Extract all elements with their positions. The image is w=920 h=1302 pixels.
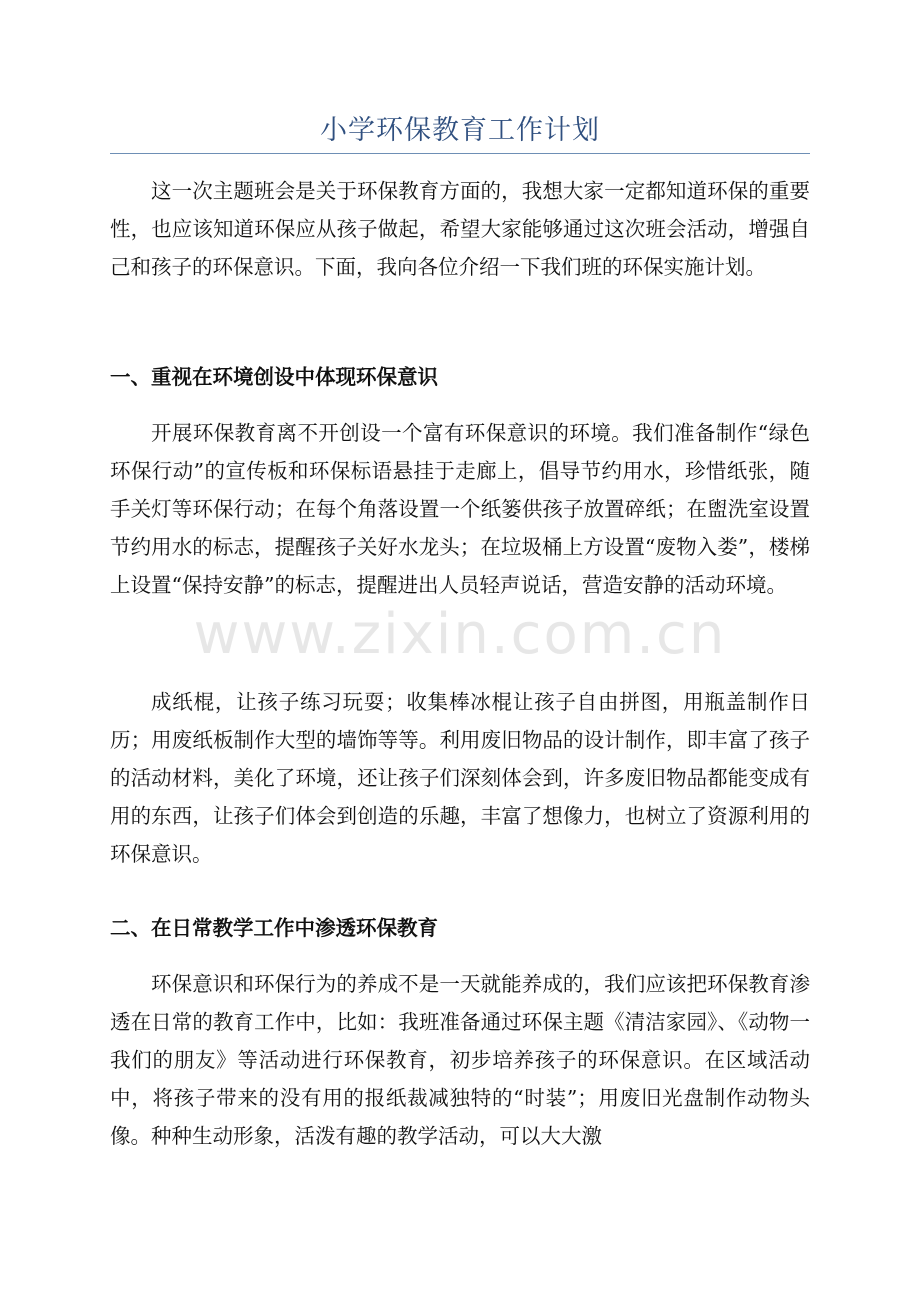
paragraph-section-1: 开展环保教育离不开创设一个富有环保意识的环境。我们准备制作“绿色环保行动”的宣传板和环保标语悬挂于走廊上，倡导节约用水，珍惜纸张，随手关灯等环保行动；在每个角落设置一个纸篓供孩子放置碎纸；在盥洗室设置节约用水的标志，提醒孩子关好水龙头；在垃圾桶上方设置“废物入娄”，楼梯上设置“保持安静”的标志，提醒进出人员轻声说话，营造安静的活动环境。 bbox=[110, 421, 810, 597]
site-watermark: www.zixin.com.cn bbox=[193, 602, 727, 667]
paragraph-section-1-continued: 成纸棍，让孩子练习玩耍；收集棒冰棍让孩子自由拼图，用瓶盖制作日历；用废纸板制作大型的墙饰等等。利用废旧物品的设计制作，即丰富了孩子的活动材料，美化了环境，还让孩子们深刻体会到，许多废旧物品都能变成有用的东西，让孩子们体会到创造的乐趣，丰富了想像力，也树立了资源利用的环保意识。 bbox=[110, 690, 810, 866]
document-title: 小学环保教育工作计划 bbox=[320, 115, 600, 146]
paragraph-section-2: 环保意识和环保行为的养成不是一天就能养成的，我们应该把环保教育渗透在日常的教育工作中，比如：我班准备通过环保主题《清洁家园》、《动物一我们的朋友》等活动进行环保教育，初步培养孩子的环保意识。在区域活动中，将孩子带来的没有用的报纸裁减独特的“时装”；用废旧光盘制作动物头像。种种生动形象，活泼有趣的教学活动，可以大大激 bbox=[110, 972, 810, 1148]
paragraph-intro: 这一次主题班会是关于环保教育方面的，我想大家一定都知道环保的重要性，也应该知道环保应从孩子做起，希望大家能够通过这次班会活动，增强自己和孩子的环保意识。下面，我向各位介绍一下我们班的环保实施计划。 bbox=[110, 179, 810, 279]
title-underline bbox=[110, 153, 810, 154]
section-heading-2: 二、在日常教学工作中渗透环保教育 bbox=[110, 916, 438, 940]
section-heading-1: 一、重视在环境创设中体现环保意识 bbox=[110, 365, 438, 389]
